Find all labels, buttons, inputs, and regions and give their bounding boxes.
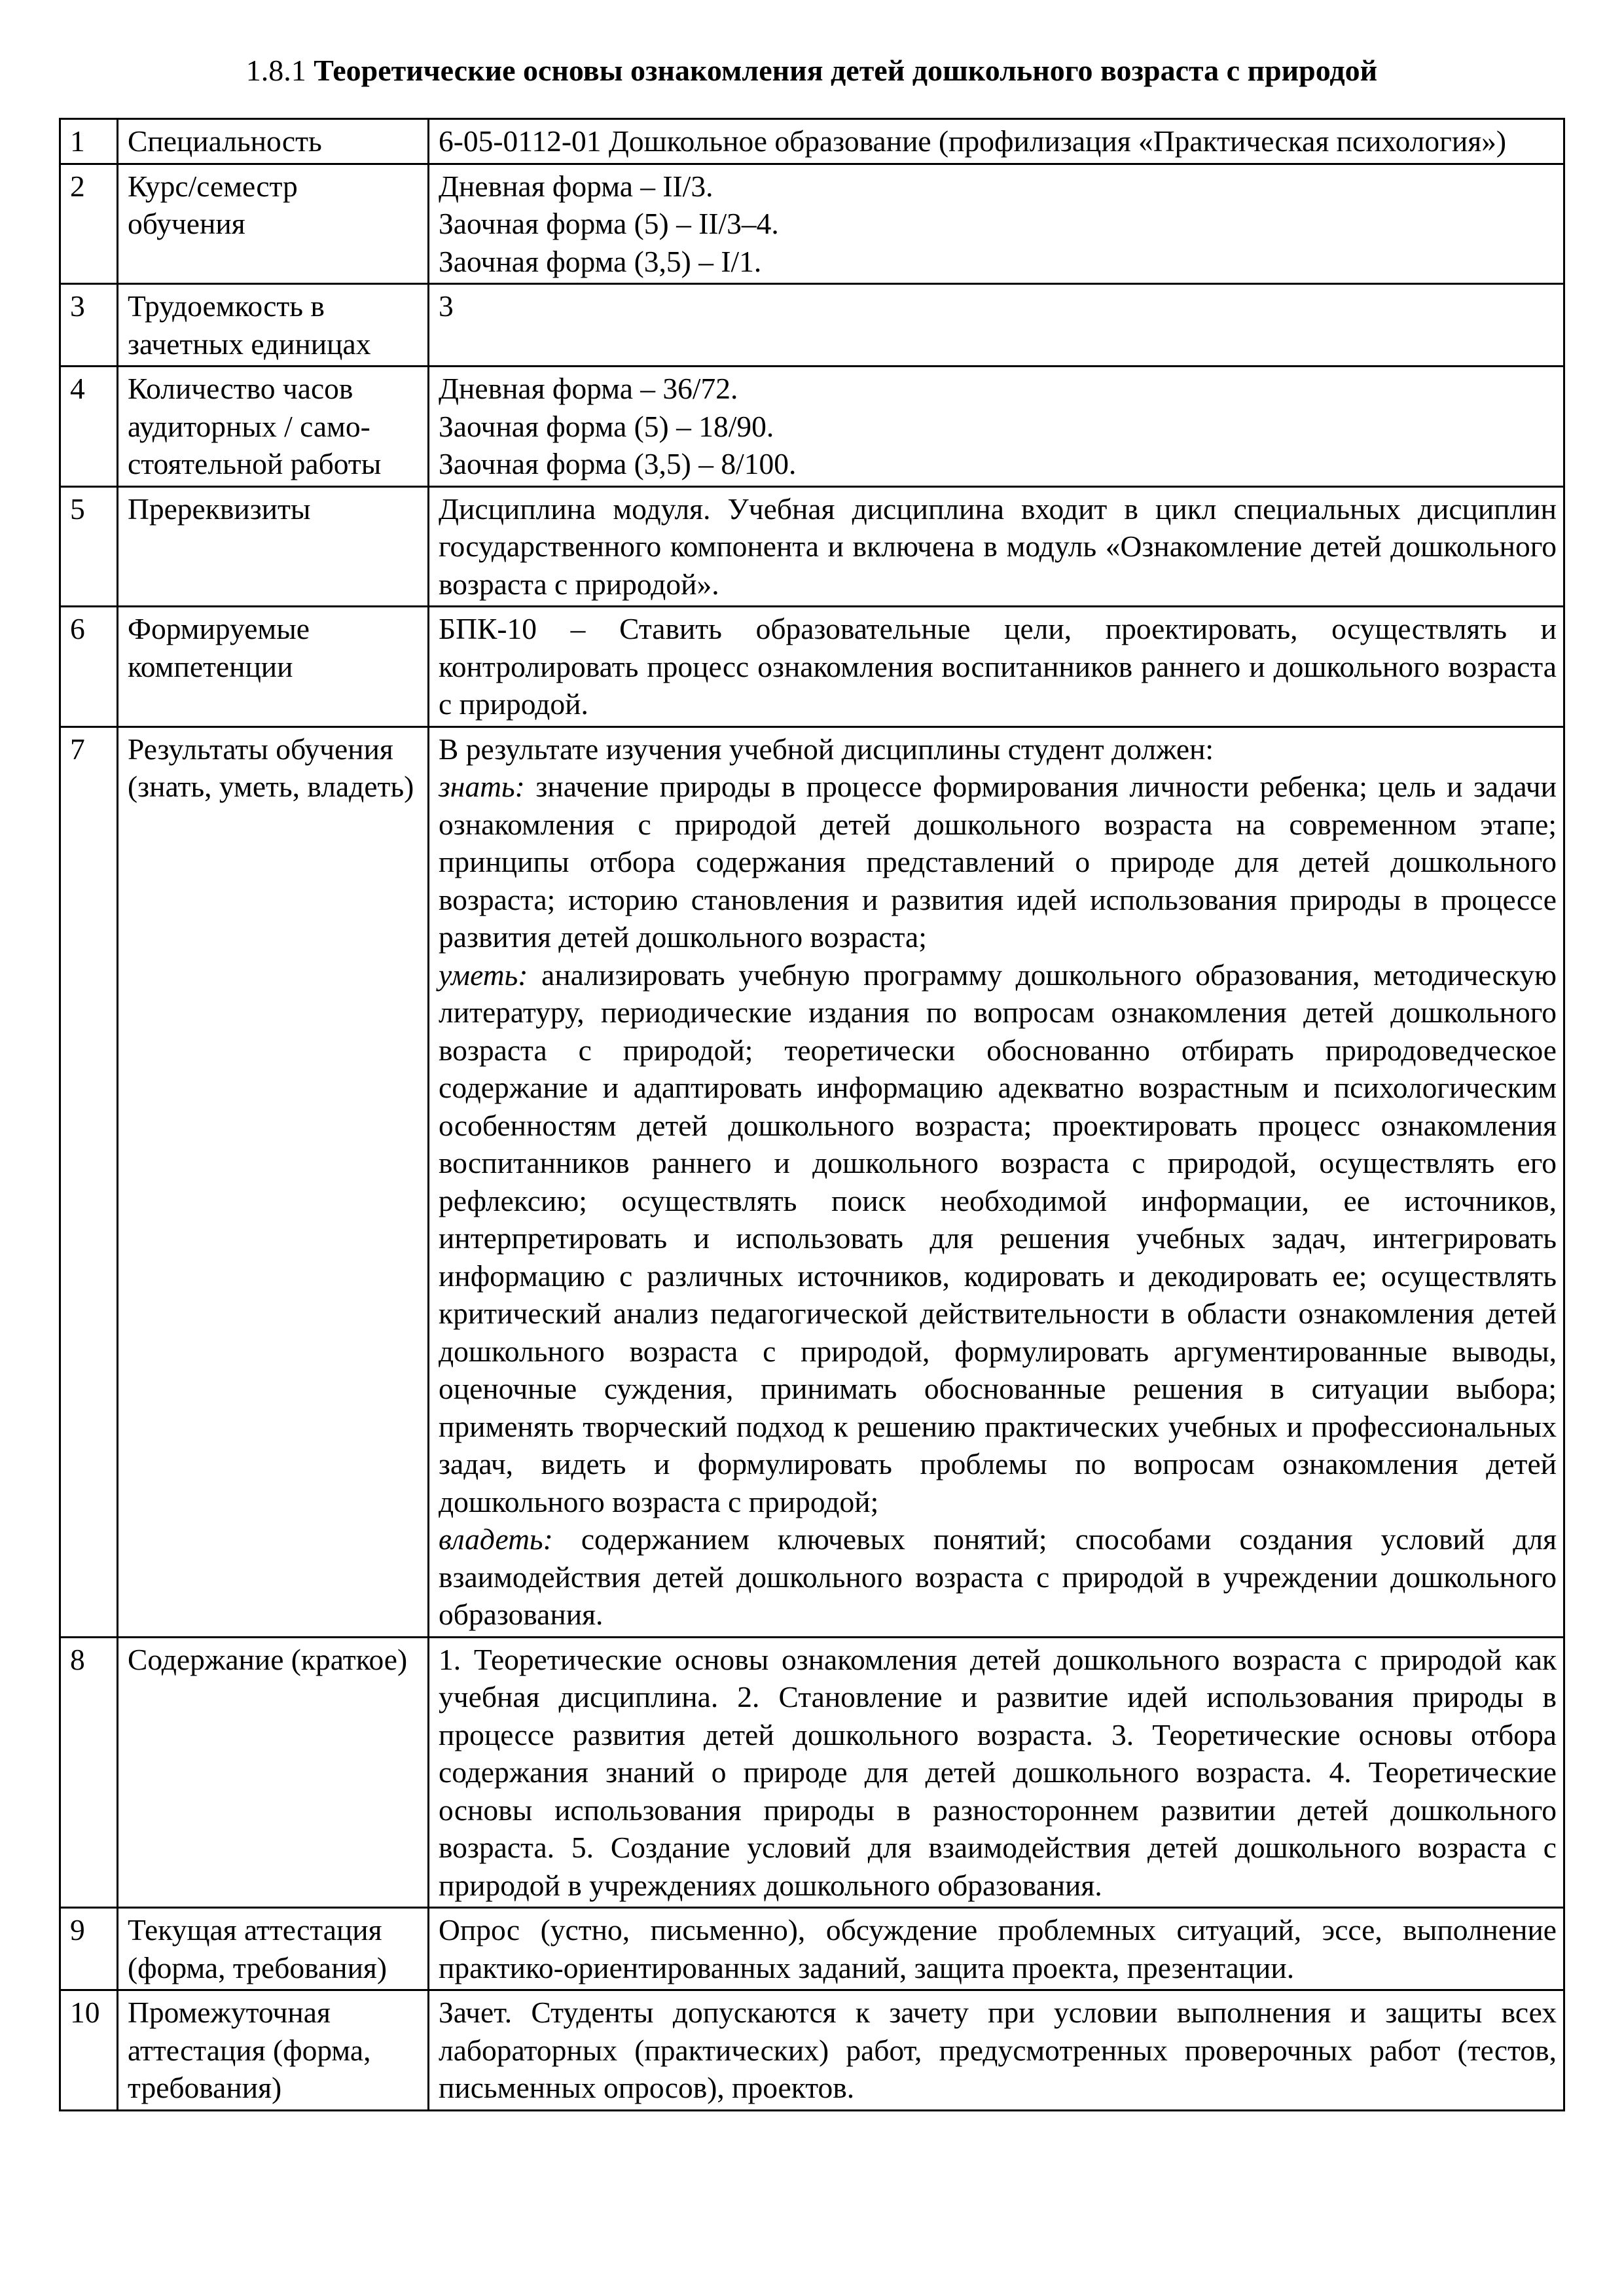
- value-line: Дневная форма – 36/72.: [439, 372, 738, 405]
- row-value: БПК-10 – Ставить образовательные цели, проектировать, осуществлять и контролировать процесс ознакомления воспитанников раннего и дошкольного возраста с природой.: [429, 607, 1564, 727]
- row-number: 1: [60, 119, 118, 164]
- row-label: Содержание (краткое): [118, 1637, 429, 1908]
- row-number: 6: [60, 607, 118, 727]
- results-intro: В результате изучения учебной дисциплины студент должен:: [439, 732, 1214, 766]
- value-line: Заочная форма (3,5) – I/1.: [439, 244, 762, 278]
- table-row: [60, 607, 1564, 727]
- table-row: [60, 1637, 1564, 1908]
- table-row: [60, 284, 1564, 367]
- section-number: 1.8.1: [245, 54, 306, 87]
- own-paragraph: [439, 1520, 1557, 1634]
- row-label: Формируемые компетенции: [118, 607, 429, 727]
- value-line: Дневная форма – II/3.: [439, 169, 713, 203]
- row-value: [429, 367, 1564, 487]
- document-title: [59, 51, 1564, 90]
- row-value: [429, 726, 1564, 1637]
- can-text: анализировать учебную программу дошкольного образования, методическую литературу, периодические издания по вопросам ознакомления детей дошкольного возраста с природой; теоретически обоснованно отбирать природоведческое содержание и адаптировать информацию адекватно возрастным и психологическим особенностям детей дошкольного возраста; проектировать процесс ознакомления воспитанников раннего и дошкольного возраста с природой, осуществлять его рефлексию; осуществлять поиск необходимой информации, ее источников, интерпретировать и использовать для решения учебных задач, интегрировать информацию с различных источников, кодировать и декодировать ее; осуществлять критический анализ педагогической действительности в области ознакомления детей дошкольного возраста с природой, формулировать аргументированные выводы, оценочные суждения, принимать обоснованные решения в ситуации выбора; применять творческий подход к решению практических учебных и профессиональных задач, видеть и формулировать проблемы по вопросам ознакомления детей дошкольного возраста с природой;: [439, 958, 1557, 1518]
- know-text: значение природы в процессе формирования личности ребенка; цель и задачи ознакомления с природой детей дошкольного возраста на современном этапе; принципы отбора содержания представлений о природе для детей дошкольного возраста; историю становления и развития идей использования природы в процессе развития детей дошкольного возраста;: [439, 770, 1557, 954]
- table-row: [60, 1990, 1564, 2111]
- can-paragraph: [439, 956, 1557, 1521]
- row-label: Пререквизиты: [118, 486, 429, 607]
- row-number: 2: [60, 164, 118, 284]
- row-number: 8: [60, 1637, 118, 1908]
- row-label: Специальность: [118, 119, 429, 164]
- row-value: 3: [429, 284, 1564, 367]
- row-label: Текущая аттестация (форма, требования): [118, 1908, 429, 1990]
- row-value: [429, 164, 1564, 284]
- value-line: Заочная форма (5) – II/3–4.: [439, 207, 779, 240]
- row-value: Зачет. Студенты допускаются к зачету при условии выполнения и защиты всех лабораторных (практических) работ, предусмотренных проверочных работ (тестов, письменных опросов), проектов.: [429, 1990, 1564, 2111]
- row-label: Результаты обучения (знать, уметь, владеть): [118, 726, 429, 1637]
- own-text: содержанием ключевых понятий; способами создания условий для взаимодействия детей дошкольного возраста с природой в учреждении дошкольного образования.: [439, 1522, 1557, 1631]
- row-number: 5: [60, 486, 118, 607]
- row-label: Промежуточная аттестация (форма, требования): [118, 1990, 429, 2111]
- row-value: Дисциплина модуля. Учебная дисциплина входит в цикл специальных дисциплин государственного компонента и включена в модуль «Ознакомление детей дошкольного возраста с природой».: [429, 486, 1564, 607]
- table-row: [60, 367, 1564, 487]
- know-paragraph: [439, 768, 1557, 956]
- row-label: Курс/семестр обучения: [118, 164, 429, 284]
- row-number: 4: [60, 367, 118, 487]
- value-line: Заочная форма (3,5) – 8/100.: [439, 447, 797, 480]
- row-number: 7: [60, 726, 118, 1637]
- row-number: 9: [60, 1908, 118, 1990]
- table-row: [60, 1908, 1564, 1990]
- table-row: [60, 164, 1564, 284]
- row-value: 1. Теоретические основы ознакомления детей дошкольного возраста с природой как учебная дисциплина. 2. Становление и развитие идей использования природы в процессе развития детей дошкольного возраста. 3. Теоретические основы отбора содержания знаний о природе для детей дошкольного возраста. 4. Теоретические основы использования природы в разностороннем развитии детей дошкольного возраста. 5. Создание условий для взаимодействия детей дошкольного возраста с природой в учреждениях дошкольного образования.: [429, 1637, 1564, 1908]
- know-term: знать:: [439, 770, 525, 803]
- row-number: 3: [60, 284, 118, 367]
- row-value: Опрос (устно, письменно), обсуждение проблемных ситуаций, эссе, выполнение практико-ориентированных заданий, защита проекта, презентации.: [429, 1908, 1564, 1990]
- row-label: Количество часов аудиторных / само-стоятельной работы: [118, 367, 429, 487]
- section-title: Теоретические основы ознакомления детей дошкольного возраста с природой: [314, 54, 1378, 87]
- can-term: уметь:: [439, 958, 528, 992]
- value-line: Заочная форма (5) – 18/90.: [439, 409, 774, 443]
- table-row: [60, 726, 1564, 1637]
- row-value: 6-05-0112-01 Дошкольное образование (профилизация «Практическая психология»): [429, 119, 1564, 164]
- table-row: [60, 486, 1564, 607]
- own-term: владеть:: [439, 1522, 553, 1556]
- row-number: 10: [60, 1990, 118, 2111]
- discipline-table: [59, 118, 1565, 2111]
- row-label: Трудоемкость в зачетных единицах: [118, 284, 429, 367]
- table-row: [60, 119, 1564, 164]
